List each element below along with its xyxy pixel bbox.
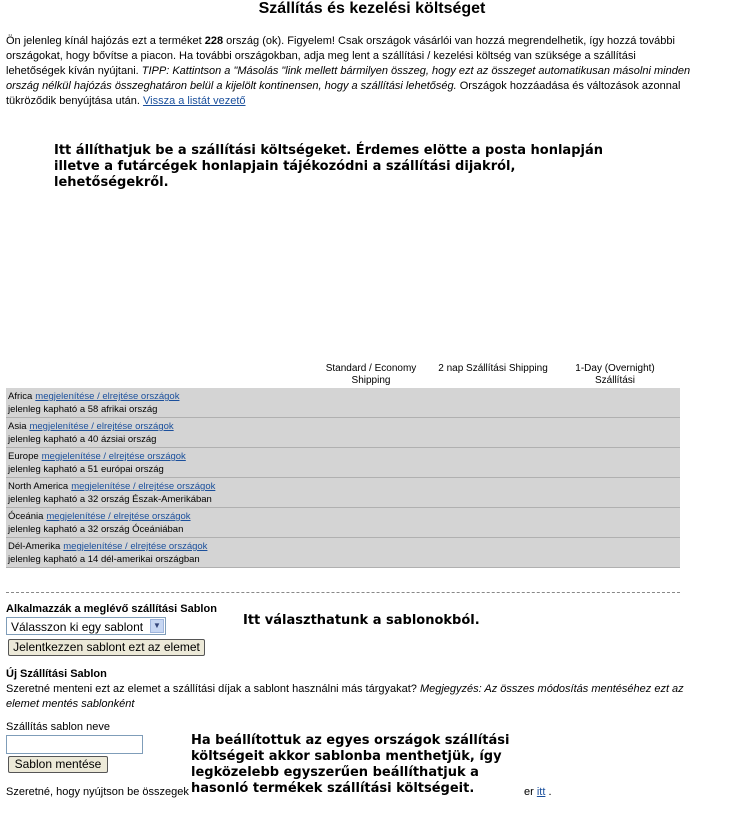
bottom-here-link[interactable]: itt <box>536 786 546 798</box>
toggle-countries-link[interactable]: megjelenítése / elrejtése országok <box>35 391 180 402</box>
annotation-shipping-costs: Itt állíthatjuk be a szállítási költségeket. Érdemes elötte a posta honlapján illetve a futárcégek honlapjain tájékozódni a szállítási dijakról, lehetőségekről. <box>54 143 603 190</box>
save-template-button[interactable]: Sablon mentése <box>8 756 108 773</box>
column-header-1day: 1-Day (Overnight) Szállítási <box>575 363 655 386</box>
page-title: Szállítás és kezelési költséget <box>258 0 486 17</box>
template-name-input[interactable] <box>6 735 143 754</box>
region-status: jelenleg kapható a 51 európai ország <box>8 464 164 475</box>
region-name: Dél-Amerika <box>8 541 61 552</box>
toggle-countries-link[interactable]: megjelenítése / elrejtése országok <box>71 481 216 492</box>
intro-text: Ön jelenleg kínál hajózás ezt a terméket 228 ország (ok). Figyelem! Csak országok vásárlói van hozzá megrendelhetik, így hozzá további országokat, hogy bővítse a piacon. Ha további országokban, adja meg lent a szállítási / kezelési költség van szüksége a szállítási lehetőségek kíván nyújtani. TIPP: Kattintson a "Másolás "link mellett bármilyen összeg, hogy ezt az összeget automatikusan másolni minden ország nélkül hajózás összeghatáron belül a kijelölt kontinensen, hogy a szállítási lehetőség. Országok hozzáadása és változások azonnal tükröződik benyújtása után. Vissza a listát vezető <box>6 35 691 107</box>
column-header-2day: 2 nap Szállítási Shipping <box>438 363 548 374</box>
region-name: Óceánia <box>8 511 44 522</box>
template-name-label: Szállítás sablon neve <box>6 721 110 733</box>
bottom-text: Szeretné, hogy nyújtson be összegek <box>6 786 189 798</box>
chevron-down-icon[interactable]: ▼ <box>150 619 164 633</box>
apply-template-button[interactable]: Jelentkezzen sablont ezt az elemet <box>8 639 205 656</box>
column-header-standard: Standard / Economy Shipping <box>325 363 417 386</box>
toggle-countries-link[interactable]: megjelenítése / elrejtése országok <box>46 511 191 522</box>
save-template-question: Szeretné menteni ezt az elemet a szállítási díjak a sablont használni más tárgyakat? Megjegyzés: Az összes módosítás mentéséhez ezt az elemet mentés sablonként <box>6 683 684 710</box>
region-status: jelenleg kapható a 32 ország Óceániában <box>8 524 184 535</box>
annotation-templates: Itt választhatunk a sablonokból. <box>243 613 480 628</box>
section-divider <box>6 592 680 593</box>
region-status: jelenleg kapható a 58 afrikai ország <box>8 404 158 415</box>
region-status: jelenleg kapható a 14 dél-amerikai országban <box>8 554 200 565</box>
region-row-africa <box>6 388 680 418</box>
region-name: Africa <box>8 391 33 402</box>
region-name: North America <box>8 481 69 492</box>
region-table <box>6 388 680 568</box>
toggle-countries-link[interactable]: megjelenítése / elrejtése országok <box>63 541 208 552</box>
tip-text: TIPP: Kattintson a "Másolás "link mellett bármilyen összeg, hogy ezt az összeget automatikusan másolni minden ország nélkül hajózás összeghatáron belül a kijelölt kontinensen, hogy a szállítási lehetőség. <box>6 65 691 92</box>
region-row-south-america <box>6 538 680 568</box>
region-status: jelenleg kapható a 40 ázsiai ország <box>8 434 157 445</box>
region-name: Europe <box>8 451 39 462</box>
region-status: jelenleg kapható a 32 ország Észak-Amerikában <box>8 494 212 505</box>
region-row-north-america <box>6 478 680 508</box>
annotation-save-template: Ha beállítottuk az egyes országok szállítási költségeit akkor sablonba menthetjük, így legközelebb egyszerűen beállíthatjuk a hasonló termékek szállítási költségeit. <box>191 733 521 797</box>
template-select[interactable] <box>6 617 166 635</box>
region-name: Asia <box>8 421 27 432</box>
country-count: 228 <box>204 35 224 47</box>
region-row-europe <box>6 448 680 478</box>
toggle-countries-link[interactable]: megjelenítése / elrejtése országok <box>41 451 186 462</box>
region-row-asia <box>6 418 680 448</box>
bottom-tail: er itt . <box>524 786 552 798</box>
toggle-countries-link[interactable]: megjelenítése / elrejtése országok <box>29 421 174 432</box>
apply-template-heading: Alkalmazzák a meglévő szállítási Sablon <box>6 603 217 615</box>
region-row-oceania <box>6 508 680 538</box>
back-to-list-link[interactable]: Vissza a listát vezető <box>142 95 246 107</box>
template-select-value: Válasszon ki egy sablont <box>11 620 144 634</box>
new-template-heading: Új Szállítási Sablon <box>6 668 107 680</box>
save-template-note: Megjegyzés: Az összes módosítás mentéséhez ezt az elemet mentés sablonként <box>6 683 684 710</box>
